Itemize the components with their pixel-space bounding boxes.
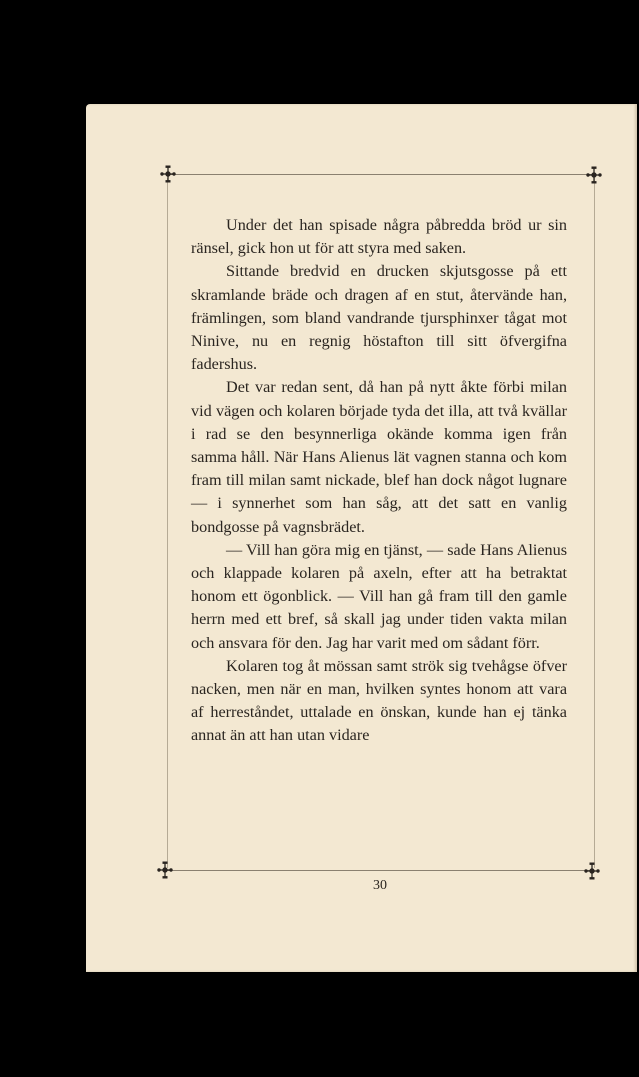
cross-ornament-icon [160, 165, 176, 183]
paragraph: Det var redan sent, då han på nytt åkte förbi milan vid vägen och kolaren började tyda det illa, att två kvällar i rad se den besynnerliga okände komma igen från samma håll. När Hans Alienus lät vagnen stanna och kom fram till milan samt nickade, blef han dock något lugnare — i synnerhet som han såg, att det satt en vanlig bondgosse på vagnsbrädet. [191, 378, 567, 536]
bottom-frame-rule [165, 870, 592, 871]
left-frame-rule [167, 178, 168, 868]
body-text [191, 214, 567, 748]
paragraph: Sittande bredvid en drucken skjutsgosse på ett skramlande bräde och dragen af en stut, återvände han, främlingen, som bland vandrande tjursphinxer tågat mot Ninive, nu en regnig höstafton till sitt öfvergifna fadershus. [191, 262, 567, 374]
cross-ornament-icon [586, 166, 602, 184]
page-number: 30 [373, 878, 387, 893]
cross-ornament-icon [157, 861, 173, 879]
right-frame-rule [594, 178, 595, 868]
paragraph: Under det han spisade några påbredda bröd ur sin ränsel, gick hon ut för att styra med saken. [191, 216, 567, 258]
paragraph: — Vill han göra mig en tjänst, — sade Hans Alienus och klappade kolaren på axeln, efter att ha betraktat honom ett ögonblick. — Vill han gå fram till den gamle herrn med ett bref, så skall jag under tiden vakta milan och ansvara för den. Jag har varit med om sådant förr. [191, 540, 567, 652]
top-frame-rule [168, 174, 594, 175]
cross-ornament-icon [584, 862, 600, 880]
paragraph: Kolaren tog åt mössan samt strök sig tvehågse öfver nacken, men när en man, hvilken syntes honom att vara af herreståndet, uttalade en önskan, kunde han ej tänka annat än att han utan vidare [191, 656, 567, 745]
